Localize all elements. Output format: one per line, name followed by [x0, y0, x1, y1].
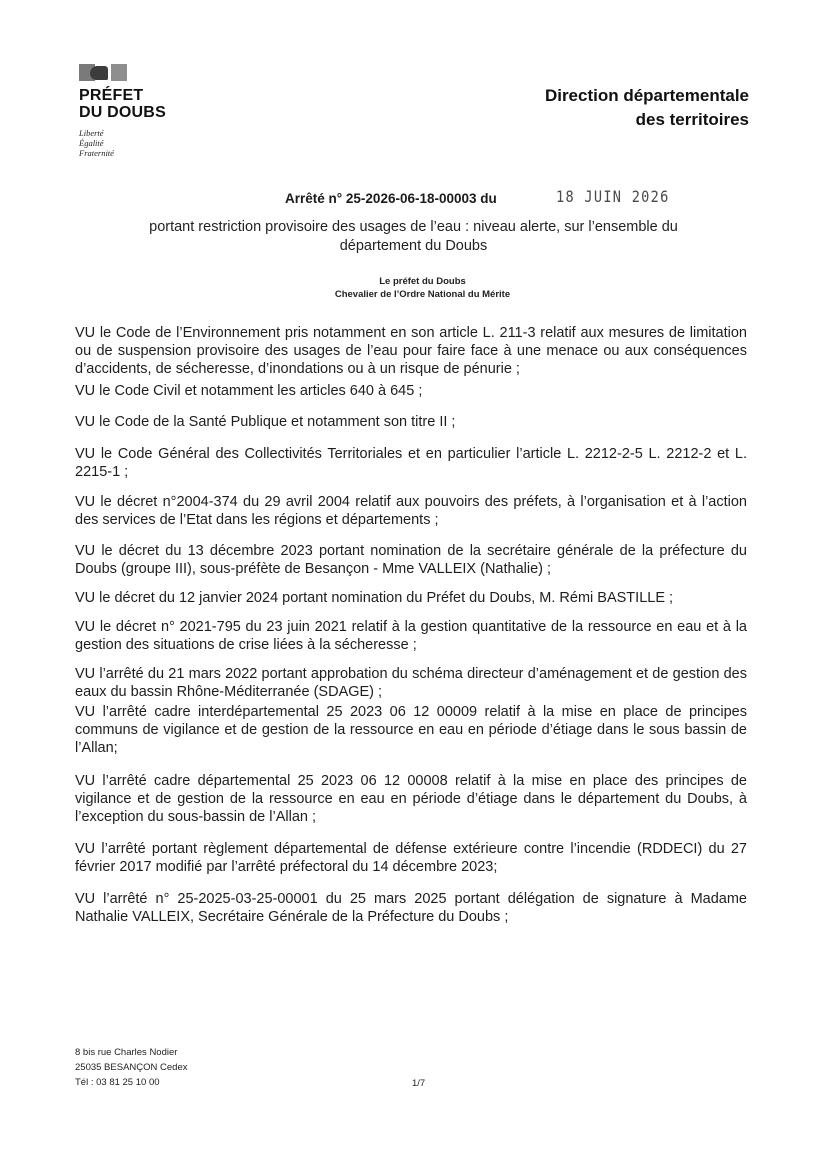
- considerant-item: VU l’arrêté du 21 mars 2022 portant approbation du schéma directeur d’aménagement et de gestion des eaux du bassin Rhône-Méditerranée (SDAGE) ;: [75, 666, 747, 700]
- prefecture-logo: [79, 64, 166, 158]
- logo-title-line1: PRÉFET: [79, 87, 144, 104]
- address-street: 8 bis rue Charles Nodier: [75, 1047, 178, 1058]
- date-stamp: 18 JUIN 2026: [556, 187, 670, 206]
- considerant-item: VU le Code de la Santé Publique et notamment son titre II ;: [75, 414, 456, 430]
- considerant-item: VU le décret n°2004-374 du 29 avril 2004 relatif aux pouvoirs des préfets, à l’organisation et à l’action des services de l’Etat dans les régions et départements ;: [75, 494, 747, 528]
- department-name: [545, 84, 749, 132]
- arrete-number: Arrêté n° 25-2026-06-18-00003 du: [285, 191, 497, 206]
- considerant-item: VU le décret du 12 janvier 2024 portant nomination du Préfet du Doubs, M. Rémi BASTILLE ;: [75, 590, 674, 606]
- considerant-item: VU le Code Général des Collectivités Territoriales et en particulier l’article L. 2212-2-5 L. 2212-2 et L. 2215-1 ;: [75, 446, 747, 480]
- republic-motto: [79, 128, 166, 158]
- address-city: 25035 BESANÇON Cedex: [75, 1062, 188, 1073]
- logo-title: [79, 87, 166, 121]
- motto-fraternite: Fraternité: [79, 148, 114, 158]
- footer-address: [75, 1045, 187, 1090]
- considerant-item: VU le Code de l’Environnement pris notamment en son article L. 211-3 relatif aux mesures de limitation ou de suspension provisoire des usages de l’eau pour faire face à une menace ou aux conséquences d’accidents, de sécheresse, d’inondations ou à un risque de pénurie ;: [75, 325, 747, 377]
- considerant-item: VU l’arrêté cadre départemental 25 2023 06 12 00008 relatif à la mise en place des principes de vigilance et de gestion de la ressource en eau en période d’étiage dans le département du Doubs, à l’exception du sous-bassin de l’Allan ;: [75, 773, 747, 825]
- subtitle-line2: département du Doubs: [339, 238, 488, 254]
- marianne-emblem: [79, 64, 127, 81]
- considerants-list: [75, 324, 747, 926]
- subtitle-line1: portant restriction provisoire des usages de l’eau : niveau alerte, sur l’ensemble du: [149, 219, 678, 235]
- prefet-signatory: [270, 275, 575, 301]
- prefet-line2: Chevalier de l’Ordre National du Mérite: [334, 289, 511, 300]
- considerant-item: VU le Code Civil et notamment les articles 640 à 645 ;: [75, 383, 423, 399]
- department-line2: des territoires: [635, 110, 749, 129]
- considerant-item: VU le décret n° 2021-795 du 23 juin 2021 relatif à la gestion quantitative de la ressource en eau et à la gestion des situations de crise liées à la sécheresse ;: [75, 619, 747, 653]
- department-line1: Direction départementale: [544, 86, 749, 105]
- considerant-item: VU l’arrêté cadre interdépartemental 25 2023 06 12 00009 relatif à la mise en place de principes communs de vigilance et de gestion de la ressource en eau en période d’étiage dans le sous bassin de l’Allan;: [75, 704, 747, 756]
- considerant-item: VU le décret du 13 décembre 2023 portant nomination de la secrétaire générale de la préfecture du Doubs (groupe III), sous-préfète de Besançon - Mme VALLEIX (Nathalie) ;: [75, 543, 747, 577]
- motto-egalite: Égalité: [79, 138, 104, 148]
- considerant-item: VU l’arrêté n° 25-2025-03-25-00001 du 25 mars 2025 portant délégation de signature à Madame Nathalie VALLEIX, Secrétaire Générale de la Préfecture du Doubs ;: [75, 891, 747, 925]
- arrete-subtitle: [80, 218, 747, 256]
- page-number: 1/7: [412, 1078, 426, 1089]
- logo-title-line2: DU DOUBS: [79, 104, 166, 121]
- prefet-line1: Le préfet du Doubs: [379, 276, 466, 287]
- motto-liberte: Liberté: [79, 128, 104, 138]
- considerant-item: VU l’arrêté portant règlement départemental de défense extérieure contre l’incendie (RDDECI) du 27 février 2017 modifié par l’arrêté préfectoral du 14 décembre 2023;: [75, 841, 747, 875]
- address-phone: Tél : 03 81 25 10 00: [75, 1077, 160, 1088]
